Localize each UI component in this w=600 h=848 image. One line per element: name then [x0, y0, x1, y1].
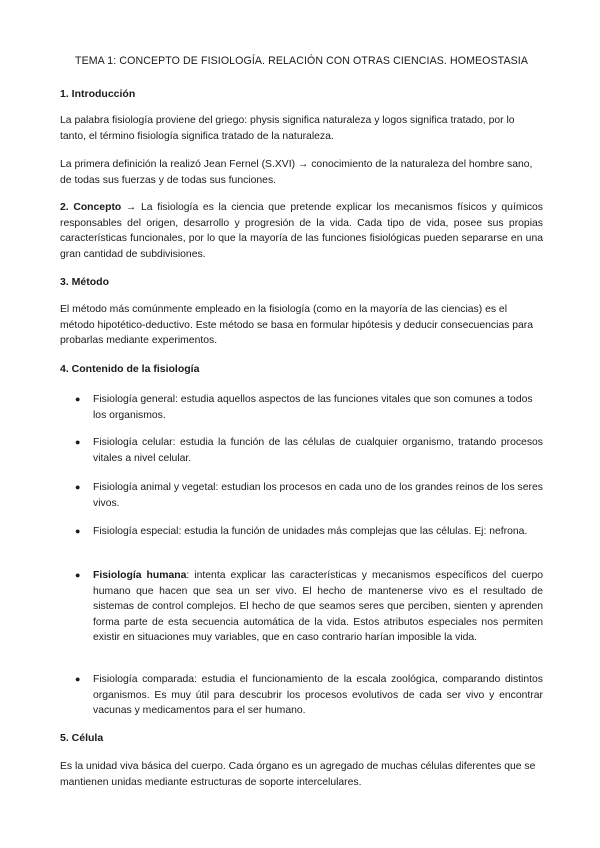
section-heading-celula: 5. Célula	[60, 732, 104, 744]
concepto-paragraph	[60, 200, 543, 262]
list-item-text: Fisiología celular: estudia la función de las células de cualquier organismo, tratando procesos vitales a nivel celular.	[93, 437, 543, 464]
list-item-bold-term: Fisiología humana	[93, 570, 187, 581]
list-item-text: Fisiología comparada: estudia el funcionamiento de la escala zoológica, comparando distintos organismos. Es muy útil para descubrir los procesos evolutivos de cada ser vivo y encontrar vacunas y medicamentos para el ser humano.	[93, 674, 543, 716]
bullet-icon: ●	[75, 570, 81, 580]
intro-paragraph-1: La palabra fisiología proviene del griego: physis significa naturaleza y logos significa tratado, por lo tanto, el término fisiología significa tratado de la naturaleza.	[60, 115, 515, 142]
list-item-text: Fisiología general: estudia aquellos aspectos de las funciones vitales que son comunes a todos los organismos.	[93, 394, 533, 421]
section-heading-concepto: 2. Concepto	[60, 202, 122, 213]
bullet-icon: ●	[75, 674, 81, 684]
metodo-paragraph: El método más comúnmente empleado en la fisiología (como en la mayoría de las ciencias) es el método hipotético-deductivo. Este método se basa en formular hipótesis y deducir consecuencias para probarlas mediante experimentos.	[60, 304, 534, 346]
bullet-icon: ●	[75, 394, 81, 404]
bullet-icon: ●	[75, 482, 81, 492]
document-title: TEMA 1: CONCEPTO DE FISIOLOGÍA. RELACIÓN CON OTRAS CIENCIAS. HOMEOSTASIA	[75, 55, 528, 67]
list-item-rest: : intenta explicar las características y mecanismos específicos del cuerpo humano que hacen que sea un ser vivo. El hecho de mantenerse vivo es el resultado de sistemas de control complejos. El hecho de que seamos seres que perciben, sienten y aprenden forma parte de esta secuencia automática de la vida. Estos atributos especiales nos permiten existir en situaciones muy variables, que en caso contrario harían imposible la vida.	[93, 570, 544, 643]
list-item-text: Fisiología animal y vegetal: estudian los procesos en cada uno de los grandes reinos de los seres vivos.	[93, 482, 543, 509]
bullet-icon: ●	[75, 437, 81, 447]
list-item-text	[93, 568, 543, 646]
section-heading-introduccion: 1. Introducción	[60, 88, 136, 100]
section-heading-metodo: 3. Método	[60, 276, 109, 288]
intro-paragraph-2: La primera definición la realizó Jean Fernel (S.XVI) → conocimiento de la naturaleza del hombre sano, de todas sus fuerzas y de todas sus funciones.	[60, 159, 533, 186]
section-heading-contenido: 4. Contenido de la fisiología	[60, 363, 200, 375]
concepto-text: La fisiología es la ciencia que pretende explicar los mecanismos físicos y químicos responsables del origen, desarrollo y progresión de la vida. Cada tipo de vida, posee sus propias características funcionales, por lo que la mayoría de las funciones fisiológicas pueden separarse en una gran cantidad de subdivisiones.	[60, 202, 543, 260]
bullet-icon: ●	[75, 526, 81, 536]
arrow-icon: →	[125, 202, 137, 213]
celula-paragraph: Es la unidad viva básica del cuerpo. Cada órgano es un agregado de muchas células diferentes que se mantienen unidas mediante estructuras de soporte intercelulares.	[60, 761, 536, 788]
list-item-text: Fisiología especial: estudia la función de unidades más complejas que las células. Ej: nefrona.	[93, 526, 528, 537]
